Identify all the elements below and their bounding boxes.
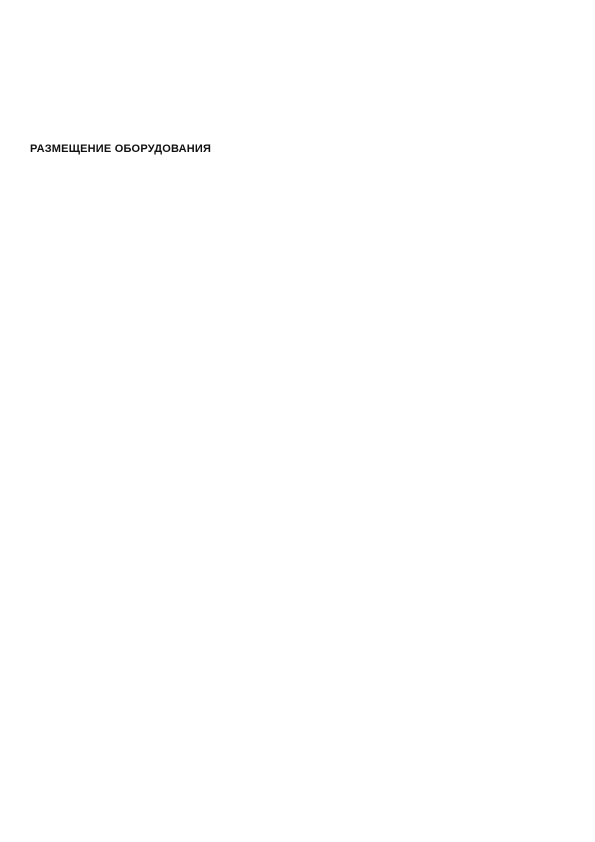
body-paragraph (30, 327, 565, 345)
body-paragraph (30, 516, 565, 534)
body-paragraph (30, 116, 565, 134)
body-paragraph (30, 489, 565, 507)
body-paragraph (30, 219, 565, 237)
body-paragraph (30, 354, 565, 372)
body-paragraph (30, 89, 565, 107)
body-paragraph (30, 246, 565, 264)
body-paragraph (30, 651, 565, 669)
body-paragraph (30, 273, 565, 291)
body-paragraph (30, 543, 565, 561)
body-paragraph (30, 408, 565, 426)
body-paragraph (30, 435, 565, 453)
body-paragraph (30, 35, 565, 53)
text-after-heading (30, 165, 565, 696)
body-paragraph (30, 381, 565, 399)
body-paragraph (30, 624, 565, 642)
section-heading: РАЗМЕЩЕНИЕ ОБОРУДОВАНИЯ (30, 143, 212, 155)
body-paragraph (30, 165, 565, 183)
body-paragraph (30, 8, 565, 26)
body-paragraph (30, 192, 565, 210)
body-paragraph (30, 300, 565, 318)
body-paragraph (30, 62, 565, 80)
body-paragraph (30, 462, 565, 480)
body-paragraph (30, 597, 565, 615)
body-paragraph (30, 570, 565, 588)
text-before-heading (30, 8, 565, 134)
body-paragraph (30, 678, 565, 696)
